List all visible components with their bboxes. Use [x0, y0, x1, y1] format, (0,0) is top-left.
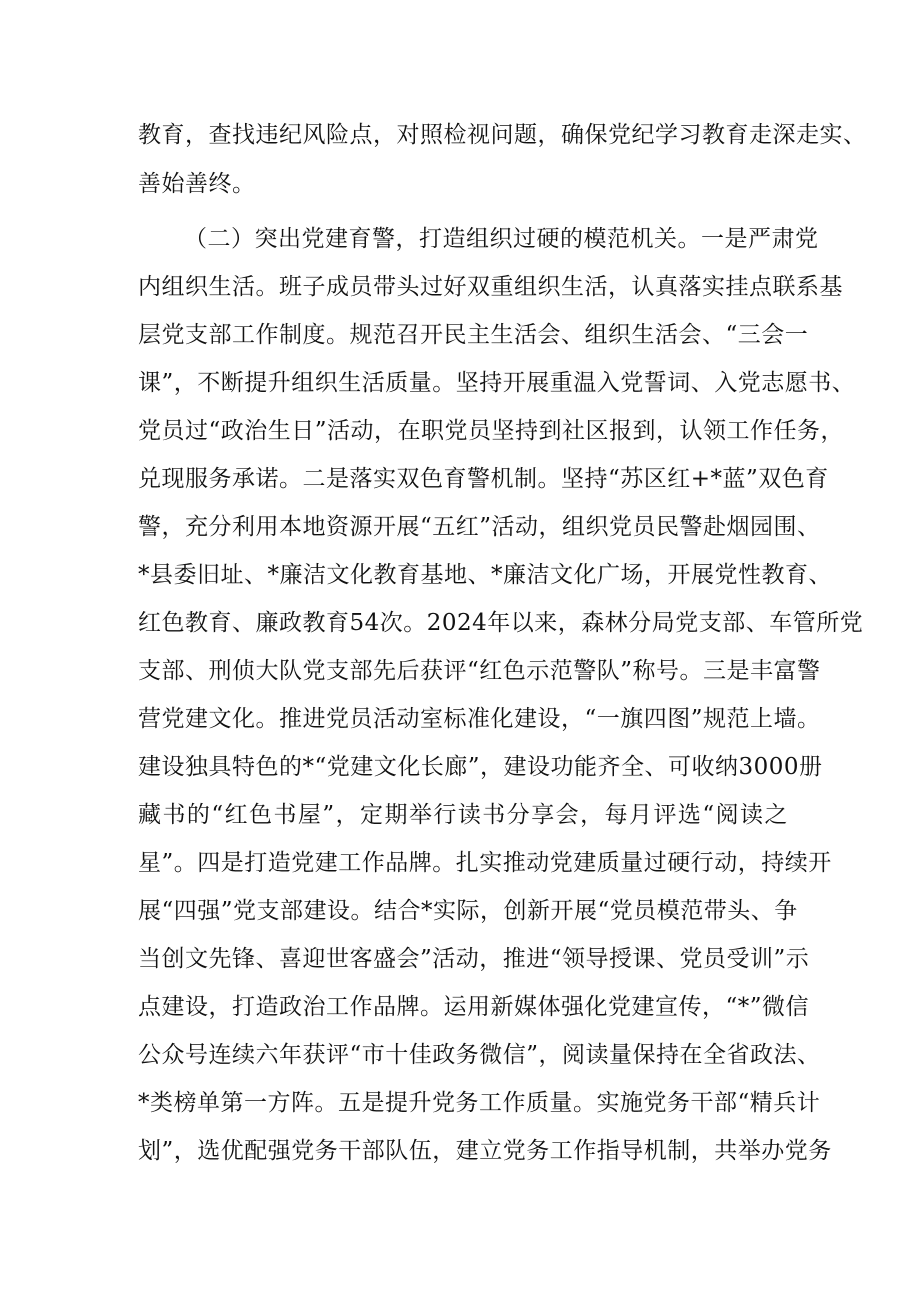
- text-line: 党员过“政治生日”活动，在职党员坚持到社区报到，认领工作任务，: [138, 418, 845, 444]
- text-line: 点建设，打造政治工作品牌。运用新媒体强化党建宣传，“*”微信: [138, 994, 810, 1020]
- text-line: 支部、刑侦大队党支部先后获评“红色示范警队”称号。三是丰富警: [138, 658, 821, 684]
- text-line: 划”，选优配强党务干部队伍，建立党务工作指导机制，共举办党务: [138, 1138, 832, 1164]
- text-line: 教育，查找违纪风险点，对照检视问题，确保党纪学习教育走深走实、: [138, 122, 867, 148]
- text-line: 课”，不断提升组织生活质量。坚持开展重温入党誓词、入党志愿书、: [138, 370, 856, 396]
- section-heading-line: （二）突出党建育警，打造组织过硬的模范机关。一是严肃党: [184, 226, 819, 252]
- text-line: 兑现服务承诺。二是落实双色育警机制。坚持“苏区红+*蓝”双色育: [138, 466, 829, 492]
- text-line: 红色教育、廉政教育54次。2024年以来，森林分局党支部、车管所党: [138, 610, 864, 636]
- text-line: 星”。四是打造党建工作品牌。扎实推动党建质量过硬行动，持续开: [138, 850, 832, 876]
- text-line: 建设独具特色的*“党建文化长廊”，建设功能齐全、可收纳3000册: [138, 754, 823, 780]
- text-line: 藏书的“红色书屋”，定期举行读书分享会，每月评选“阅读之: [138, 802, 788, 828]
- text-line: 当创文先锋、喜迎世客盛会”活动，推进“领导授课、党员受训”示: [138, 946, 810, 972]
- text-line: 展“四强”党支部建设。结合*实际，创新开展“党员模范带头、争: [138, 898, 798, 924]
- text-line: 警，充分利用本地资源开展“五红”活动，组织党员民警赴烟园围、: [138, 514, 821, 540]
- text-line: *县委旧址、*廉洁文化教育基地、*廉洁文化广场，开展党性教育、: [138, 562, 832, 588]
- text-line: *类榜单第一方阵。五是提升党务工作质量。实施党务干部“精兵计: [138, 1090, 821, 1116]
- text-line: 层党支部工作制度。规范召开民主生活会、组织生活会、“三会一: [138, 322, 809, 348]
- text-line: 善始善终。: [138, 171, 256, 197]
- text-line: 公众号连续六年获评“市十佳政务微信”，阅读量保持在全省政法、: [138, 1042, 821, 1068]
- text-line: 营党建文化。推进党员活动室标准化建设，“一旗四图”规范上墙。: [138, 706, 821, 732]
- text-line: 内组织生活。班子成员带头过好双重组织生活，认真落实挂点联系基: [138, 274, 843, 300]
